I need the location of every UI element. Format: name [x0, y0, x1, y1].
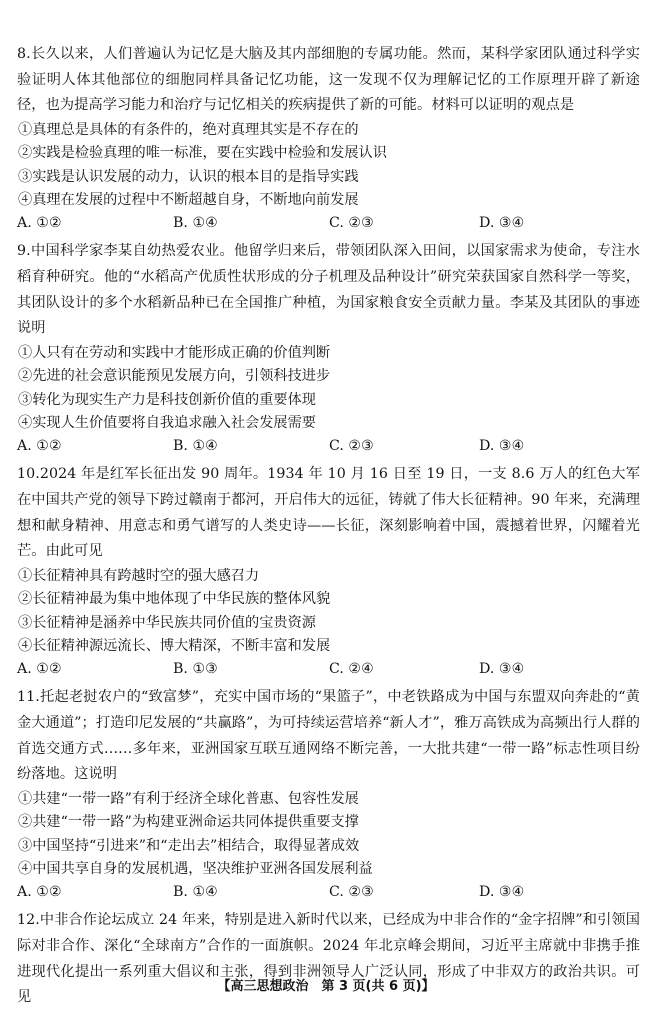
question-stem	[17, 908, 640, 1010]
question-list	[17, 42, 640, 1011]
question-text: 托起老挝农户的“致富梦”，充实中国市场的“果篮子”，中老铁路成为中国与东盟双向奔赴的“黄金大通道”；打造印尼发展的“共赢路”，为可持续运营培养“新人才”，雅万高铁成为高频出行人群的首选交通方式……多年来，亚洲国家互联互通网络不断完善，一大批共建“一带一路”标志性项目纷纷落地。这说明	[17, 689, 640, 783]
choice-c[interactable]: C. ②③	[329, 884, 374, 901]
statement-2: ②实践是检验真理的唯一标准，要在实践中检验和发展认识	[18, 145, 387, 162]
statement-3: ③中国坚持“引进来”和“走出去”相结合，取得显著成效	[18, 837, 360, 854]
choice-d[interactable]: D. ③④	[479, 884, 525, 901]
question-text: 长久以来，人们普遍认为记忆是大脑及其内部细胞的专属功能。然而，某科学家团队通过科学实验证明人体其他部位的细胞同样具备记忆功能，这一发现不仅为理解记忆的工作原理开辟了新途径，也为提高学习能力和治疗与记忆相关的疾病提供了新的可能。材料可以证明的观点是	[17, 46, 640, 114]
statement-4: ④长征精神源远流长、博大精深，不断丰富和发展	[18, 638, 331, 654]
answer-choices	[17, 212, 640, 235]
choice-c[interactable]: C. ②③	[329, 438, 374, 455]
question-stem	[17, 239, 640, 341]
question-number: 9.	[17, 243, 31, 260]
choice-c[interactable]: C. ②④	[329, 661, 374, 678]
choice-d[interactable]: D. ③④	[479, 438, 525, 455]
question-12	[17, 908, 640, 1010]
choice-d[interactable]: D. ③④	[479, 215, 525, 232]
question-text: 中国科学家李某自幼热爱农业。他留学归来后，带领团队深入田间，以国家需求为使命，专注水稻育种研究。他的“水稻高产优质性状形成的分子机理及品种设计”研究荣获国家自然科学一等奖，其团队设计的多个水稻新品种已在全国推广种植，为国家粮食安全贡献力量。李某及其团队的事迹说明	[17, 243, 640, 337]
statement-1: ①真理总是具体的有条件的，绝对真理其实是不存在的	[18, 121, 359, 138]
question-stem	[17, 685, 640, 787]
question-11	[17, 685, 640, 904]
question-text: 2024 年是红军长征出发 90 周年。1934 年 10 月 16 日至 19 日，一支 8.6 万人的红色大军在中国共产党的领导下跨过赣南于都河，开启伟大的远征，铸就了伟大长征精神。90 年来，充满理想和献身精神、用意志和勇气谱写的人类史诗——长征，深刻影响着中国，震撼着世界，闪耀着光芒。由此可见	[17, 466, 640, 560]
page-footer: 【高三思想政治 第 3 页(共 6 页)】	[217, 979, 435, 994]
choice-a[interactable]: A. ①②	[17, 661, 62, 678]
question-9	[17, 239, 640, 458]
question-text: 中非合作论坛成立 24 年来，特别是进入新时代以来，已经成为中非合作的“金字招牌”和引领国际对非合作、深化“全球南方”合作的一面旗帜。2024 年北京峰会期间，习近平主席就中非携手推进现代化提出一系列重大倡议和主张，得到非洲领导人广泛认同，形成了中非双方的政治共识。可见	[17, 912, 640, 1006]
statement-3: ③转化为现实生产力是科技创新价值的重要体现	[18, 391, 316, 408]
choice-a[interactable]: A. ①②	[17, 884, 62, 901]
question-stem	[17, 462, 640, 564]
question-number: 11.	[17, 689, 40, 706]
answer-choices	[17, 435, 640, 458]
question-number: 10.	[17, 466, 40, 483]
statement-4: ④实现人生价值要将自我追求融入社会发展需要	[18, 415, 316, 431]
statement-2: ②长征精神最为集中地体现了中华民族的整体风貌	[18, 591, 331, 608]
choice-d[interactable]: D. ③④	[479, 661, 525, 678]
choice-b[interactable]: B. ①④	[173, 438, 218, 455]
statement-4: ④中国共享自身的发展机遇，坚决维护亚洲各国发展利益	[18, 861, 373, 877]
choice-b[interactable]: B. ①④	[173, 884, 218, 901]
question-stem	[17, 42, 640, 119]
statement-2: ②共建“一带一路”为构建亚洲命运共同体提供重要支撑	[18, 814, 359, 831]
choice-c[interactable]: C. ②③	[329, 215, 374, 232]
statement-1: ①人只有在劳动和实践中才能形成正确的价值判断	[18, 344, 331, 361]
statement-4: ④真理在发展的过程中不断超越自身，不断地向前发展	[18, 192, 359, 208]
statement-1: ①共建“一带一路”有利于经济全球化普惠、包容性发展	[18, 790, 359, 807]
statement-3: ③长征精神是涵养中华民族共同价值的宝贵资源	[18, 614, 316, 631]
answer-choices	[17, 881, 640, 904]
question-number: 12.	[17, 912, 40, 929]
choice-a[interactable]: A. ①②	[17, 438, 62, 455]
question-number: 8.	[17, 46, 31, 62]
statement-1: ①长征精神具有跨越时空的强大感召力	[18, 567, 260, 584]
choice-b[interactable]: B. ①④	[173, 215, 218, 232]
question-8	[17, 42, 640, 235]
answer-choices	[17, 658, 640, 681]
choice-a[interactable]: A. ①②	[17, 215, 62, 232]
statement-2: ②先进的社会意识能预见发展方向，引领科技进步	[18, 368, 331, 385]
statement-3: ③实践是认识发展的动力，认识的根本目的是指导实践	[18, 168, 359, 185]
question-10	[17, 462, 640, 681]
choice-b[interactable]: B. ①③	[173, 661, 218, 678]
